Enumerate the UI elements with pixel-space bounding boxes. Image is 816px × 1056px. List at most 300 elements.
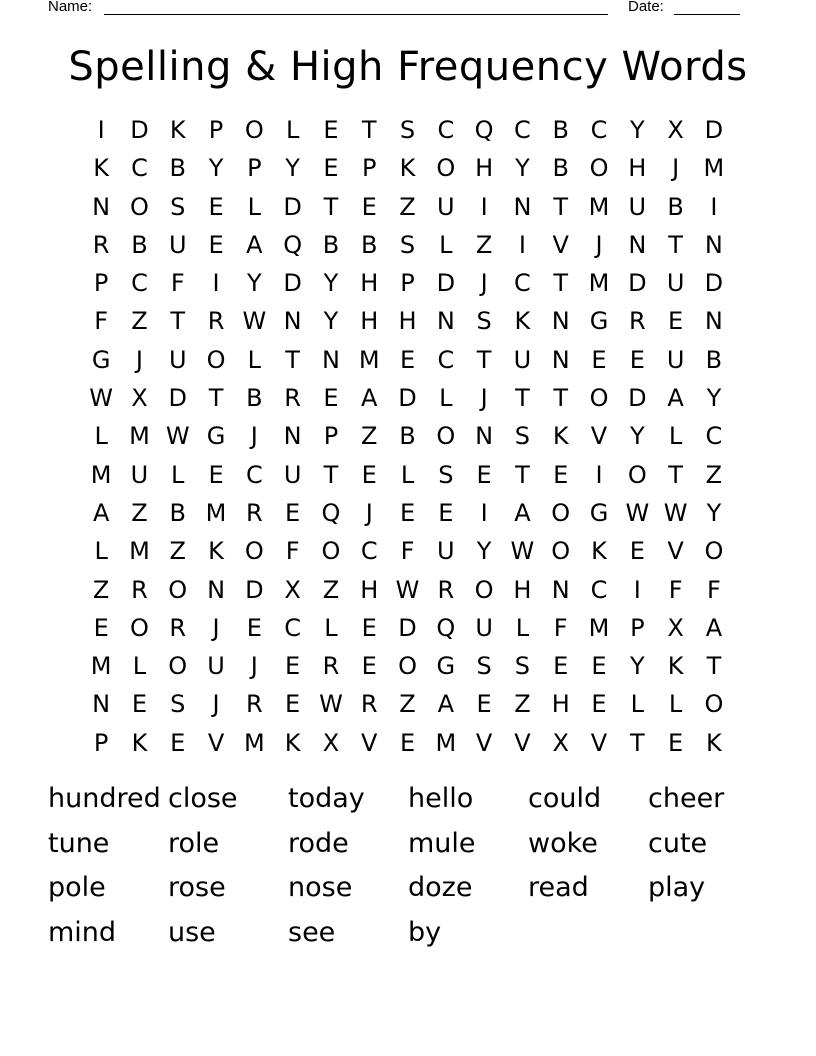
grid-letter: Z [92, 575, 110, 604]
grid-letter: U [168, 345, 187, 374]
grid-letter: H [551, 690, 570, 719]
grid-letter: C [514, 116, 531, 144]
grid-letter: E [438, 498, 454, 527]
grid-letter: O [244, 537, 264, 566]
grid-letter: B [169, 154, 186, 183]
grid-letter: J [212, 613, 220, 642]
grid-letter: J [672, 154, 680, 183]
grid-letter: S [170, 192, 186, 221]
grid-letter: S [514, 422, 531, 451]
grid-letter: A [246, 230, 263, 259]
grid-letter: Z [361, 422, 378, 451]
grid-letter: G [436, 652, 456, 681]
grid-letter: E [208, 460, 224, 489]
word-bank-item: hundred [48, 783, 161, 814]
grid-letter: L [285, 116, 300, 144]
grid-letter: H [360, 575, 379, 604]
word-bank-item: today [288, 783, 365, 814]
grid-letter: Y [629, 652, 645, 681]
grid-letter: R [92, 230, 110, 259]
grid-letter: O [398, 652, 417, 681]
grid-letter: M [435, 728, 457, 757]
grid-letter: S [438, 460, 454, 489]
grid-letter: M [588, 192, 610, 221]
grid-letter: Z [514, 690, 531, 719]
grid-letter: U [475, 613, 493, 642]
grid-letter: O [130, 192, 149, 221]
grid-letter: L [324, 613, 338, 642]
grid-letter: Z [705, 460, 723, 489]
grid-letter: J [135, 345, 143, 374]
grid-letter: R [322, 652, 340, 681]
letter-grid [82, 111, 733, 762]
grid-letter: I [97, 116, 105, 144]
grid-letter: O [244, 116, 264, 144]
grid-letter: O [436, 422, 456, 451]
grid-letter: M [90, 652, 112, 681]
grid-letter: E [668, 728, 684, 757]
grid-letter: G [206, 422, 226, 451]
grid-letter: D [130, 116, 149, 144]
grid-letter: W [165, 422, 190, 451]
grid-letter: W [663, 498, 688, 527]
grid-letter: A [667, 384, 684, 413]
grid-letter: I [595, 460, 603, 489]
grid-letter: O [704, 690, 724, 719]
grid-letter: H [360, 269, 379, 298]
grid-letter: I [212, 269, 220, 298]
grid-letter: B [705, 345, 723, 374]
grid-letter: L [400, 460, 415, 489]
grid-letter: W [242, 307, 267, 336]
grid-letter: E [476, 690, 492, 719]
grid-letter: O [321, 537, 341, 566]
date-line [674, 14, 740, 15]
grid-letter: D [283, 269, 302, 298]
word-bank-item: cute [648, 827, 708, 859]
grid-letter: R [284, 384, 301, 413]
grid-letter: E [361, 460, 377, 489]
grid-letter: O [168, 575, 188, 604]
grid-letter: W [395, 575, 420, 604]
grid-letter: U [437, 537, 455, 566]
grid-letter: N [475, 422, 494, 451]
grid-letter: J [250, 652, 258, 681]
grid-letter: U [628, 192, 647, 221]
grid-letter: T [629, 728, 645, 757]
grid-letter: C [360, 537, 378, 566]
grid-letter: E [323, 154, 339, 183]
grid-letter: B [322, 230, 340, 259]
grid-letter: T [515, 460, 530, 489]
grid-row [82, 302, 733, 340]
grid-letter: T [208, 384, 224, 413]
word-bank-item: use [168, 917, 216, 949]
grid-letter: L [247, 345, 262, 374]
word-bank-item: hello [408, 783, 474, 814]
word-bank-item: rose [168, 872, 226, 904]
grid-letter: C [245, 460, 263, 489]
grid-letter: N [704, 230, 723, 259]
page-title: Spelling & High Frequency Words [68, 44, 748, 90]
grid-letter: N [513, 192, 532, 221]
grid-letter: L [94, 422, 108, 451]
grid-letter: C [590, 116, 608, 144]
grid-letter: R [245, 690, 263, 719]
grid-letter: X [552, 728, 569, 757]
grid-letter: F [553, 613, 568, 642]
date-label: Date: [628, 0, 664, 15]
grid-letter: N [628, 230, 647, 259]
grid-letter: L [94, 537, 108, 566]
grid-letter: O [551, 537, 571, 566]
grid-letter: Z [131, 307, 148, 336]
grid-letter: J [480, 269, 488, 298]
grid-row [82, 149, 733, 187]
grid-letter: U [168, 230, 187, 259]
grid-letter: T [323, 192, 339, 221]
grid-letter: Z [475, 230, 493, 259]
word-bank-item: pole [48, 872, 106, 904]
grid-row [82, 264, 733, 302]
word-bank-item: rode [288, 827, 349, 859]
grid-letter: K [706, 728, 722, 757]
grid-letter: B [246, 384, 263, 413]
grid-letter: L [439, 384, 453, 413]
grid-letter: A [705, 613, 723, 642]
grid-letter: L [247, 192, 262, 221]
grid-letter: T [361, 116, 377, 144]
grid-letter: C [590, 575, 608, 604]
grid-letter: M [129, 422, 150, 451]
word-bank-item: nose [288, 872, 353, 904]
grid-letter: L [668, 690, 683, 719]
grid-row [82, 111, 733, 149]
grid-letter: X [667, 116, 684, 144]
grid-letter: U [666, 345, 685, 374]
grid-letter: O [168, 652, 188, 681]
grid-letter: N [92, 192, 111, 221]
grid-letter: P [323, 422, 339, 451]
grid-letter: C [705, 422, 723, 451]
grid-letter: E [361, 613, 377, 642]
grid-letter: E [285, 690, 301, 719]
grid-row [82, 417, 733, 455]
grid-letter: T [285, 345, 300, 374]
grid-letter: M [358, 345, 380, 374]
grid-letter: X [284, 575, 301, 604]
grid-letter: S [170, 690, 186, 719]
grid-letter: T [515, 384, 530, 413]
grid-letter: D [704, 269, 724, 298]
grid-row [82, 571, 733, 609]
grid-letter: Y [247, 269, 262, 298]
grid-letter: B [552, 154, 569, 183]
grid-letter: Y [208, 154, 224, 183]
grid-letter: E [399, 728, 416, 757]
grid-letter: W [510, 537, 535, 566]
grid-letter: C [437, 116, 455, 144]
grid-letter: D [283, 192, 302, 221]
grid-letter: H [475, 154, 494, 183]
word-bank-item: close [168, 783, 238, 814]
grid-letter: S [399, 230, 416, 259]
grid-letter: N [283, 307, 302, 336]
grid-letter: L [171, 460, 185, 489]
grid-letter: J [595, 230, 603, 259]
grid-letter: W [89, 384, 114, 413]
grid-letter: Y [285, 154, 300, 183]
grid-letter: E [629, 537, 645, 566]
grid-letter: E [285, 498, 301, 527]
grid-letter: K [93, 154, 110, 183]
grid-letter: E [553, 652, 569, 681]
grid-letter: G [91, 345, 111, 374]
grid-letter: E [361, 652, 377, 681]
grid-letter: V [207, 728, 225, 757]
grid-letter: O [206, 345, 226, 374]
grid-letter: Q [283, 230, 303, 259]
grid-letter: Y [629, 422, 645, 451]
grid-letter: L [668, 422, 683, 451]
grid-letter: T [553, 384, 569, 413]
grid-letter: N [283, 422, 302, 451]
grid-letter: Z [131, 498, 148, 527]
grid-letter: R [360, 690, 378, 719]
grid-letter: S [476, 307, 492, 336]
grid-letter: D [436, 269, 456, 298]
grid-letter: L [630, 690, 644, 719]
grid-letter: B [131, 230, 148, 259]
grid-letter: E [591, 345, 607, 374]
grid-letter: X [131, 384, 148, 413]
grid-letter: H [398, 307, 417, 336]
grid-letter: O [704, 537, 724, 566]
grid-letter: U [130, 460, 149, 489]
grid-letter: F [706, 575, 721, 604]
word-bank-item: mule [408, 827, 476, 859]
grid-letter: E [93, 613, 109, 642]
grid-letter: E [399, 345, 416, 374]
grid-letter: V [590, 422, 608, 451]
grid-letter: E [131, 690, 148, 719]
grid-letter: D [168, 384, 187, 413]
grid-letter: Q [474, 116, 494, 144]
grid-letter: Z [399, 192, 416, 221]
grid-letter: T [170, 307, 186, 336]
grid-letter: Y [515, 154, 530, 183]
grid-letter: E [208, 230, 224, 259]
grid-row [82, 609, 733, 647]
grid-letter: E [668, 307, 684, 336]
grid-letter: V [514, 728, 531, 757]
grid-letter: O [130, 613, 149, 642]
grid-letter: D [245, 575, 264, 604]
grid-letter: E [591, 690, 607, 719]
grid-letter: E [476, 460, 492, 489]
grid-letter: L [132, 652, 147, 681]
grid-letter: E [323, 384, 339, 413]
grid-letter: A [361, 384, 378, 413]
grid-letter: J [365, 498, 373, 527]
word-bank-item: doze [408, 872, 473, 904]
grid-letter: R [245, 498, 263, 527]
grid-letter: E [399, 498, 416, 527]
grid-letter: V [361, 728, 378, 757]
grid-letter: X [667, 613, 684, 642]
grid-letter: H [360, 307, 379, 336]
worksheet-header [48, 0, 748, 20]
grid-letter: N [551, 307, 570, 336]
grid-row [82, 379, 733, 417]
grid-letter: H [513, 575, 532, 604]
grid-letter: E [246, 613, 262, 642]
grid-letter: I [480, 192, 488, 221]
word-bank-item: tune [48, 827, 110, 859]
grid-letter: L [439, 230, 453, 259]
grid-letter: E [361, 192, 377, 221]
grid-letter: W [625, 498, 650, 527]
grid-letter: K [514, 307, 531, 336]
grid-letter: P [361, 154, 377, 183]
grid-letter: I [710, 192, 718, 221]
name-label: Name: [48, 0, 93, 15]
grid-letter: B [552, 116, 569, 144]
grid-letter: L [515, 613, 530, 642]
grid-letter: O [589, 154, 609, 183]
grid-letter: K [169, 116, 186, 144]
grid-letter: K [399, 154, 416, 183]
grid-letter: R [207, 307, 225, 336]
grid-letter: F [668, 575, 683, 604]
grid-row [82, 532, 733, 570]
grid-letter: N [321, 345, 340, 374]
grid-letter: P [400, 269, 415, 298]
grid-letter: N [436, 307, 455, 336]
grid-letter: O [627, 460, 647, 489]
grid-letter: K [667, 652, 684, 681]
grid-letter: Y [323, 269, 339, 298]
grid-letter: O [436, 154, 456, 183]
grid-letter: E [208, 192, 224, 221]
grid-letter: B [667, 192, 684, 221]
word-bank-item: cheer [648, 783, 725, 814]
grid-letter: Z [322, 575, 340, 604]
grid-letter: J [250, 422, 258, 451]
grid-letter: Z [169, 537, 186, 566]
grid-row [82, 188, 733, 226]
grid-letter: S [399, 116, 416, 144]
grid-letter: Y [706, 498, 722, 527]
grid-letter: S [514, 652, 531, 681]
grid-letter: M [243, 728, 265, 757]
grid-letter: U [437, 192, 455, 221]
grid-letter: N [92, 690, 111, 719]
word-bank-item: play [648, 872, 706, 904]
word-bank [48, 777, 768, 956]
grid-letter: N [551, 575, 570, 604]
grid-letter: O [551, 498, 571, 527]
grid-letter: D [398, 613, 417, 642]
grid-letter: D [628, 269, 647, 298]
grid-letter: P [93, 728, 109, 757]
grid-letter: U [207, 652, 225, 681]
grid-letter: M [205, 498, 227, 527]
grid-letter: T [323, 460, 339, 489]
grid-letter: Y [706, 384, 722, 413]
grid-letter: P [247, 154, 262, 183]
grid-letter: G [589, 498, 609, 527]
grid-letter: P [93, 269, 109, 298]
grid-letter: G [589, 307, 609, 336]
grid-letter: O [589, 384, 609, 413]
grid-letter: U [513, 345, 532, 374]
word-bank-item: role [168, 827, 220, 859]
grid-letter: E [285, 652, 301, 681]
grid-letter: T [668, 460, 683, 489]
grid-letter: Z [399, 690, 416, 719]
grid-letter: E [553, 460, 569, 489]
grid-letter: N [551, 345, 570, 374]
name-line [104, 14, 608, 15]
grid-letter: T [668, 230, 683, 259]
grid-row [82, 724, 733, 762]
grid-row [82, 341, 733, 379]
grid-letter: F [94, 307, 109, 336]
grid-letter: A [92, 498, 110, 527]
grid-letter: C [437, 345, 455, 374]
grid-letter: I [518, 230, 526, 259]
grid-letter: X [322, 728, 340, 757]
grid-letter: B [399, 422, 416, 451]
grid-letter: T [706, 652, 722, 681]
grid-letter: K [284, 728, 301, 757]
grid-letter: O [474, 575, 494, 604]
grid-letter: W [319, 690, 343, 719]
grid-row [82, 494, 733, 532]
grid-letter: I [480, 498, 488, 527]
grid-letter: R [131, 575, 148, 604]
grid-letter: D [704, 116, 724, 144]
grid-letter: N [207, 575, 226, 604]
grid-letter: K [131, 728, 148, 757]
grid-letter: M [703, 154, 725, 183]
grid-letter: D [628, 384, 647, 413]
grid-letter: D [398, 384, 417, 413]
grid-letter: Y [629, 116, 645, 144]
grid-letter: V [667, 537, 684, 566]
word-bank-item: read [528, 872, 589, 904]
grid-row [82, 456, 733, 494]
grid-letter: Y [323, 307, 339, 336]
grid-letter: F [285, 537, 300, 566]
grid-letter: F [400, 537, 415, 566]
grid-letter: T [553, 269, 569, 298]
grid-letter: I [633, 575, 641, 604]
grid-row [82, 685, 733, 723]
grid-letter: K [591, 537, 607, 566]
grid-letter: R [628, 307, 646, 336]
grid-letter: K [208, 537, 224, 566]
grid-letter: E [591, 652, 607, 681]
grid-letter: S [476, 652, 492, 681]
grid-letter: Q [436, 613, 456, 642]
grid-letter: P [630, 613, 645, 642]
grid-letter: N [704, 307, 723, 336]
grid-letter: A [437, 690, 455, 719]
grid-letter: R [169, 613, 187, 642]
grid-row [82, 226, 733, 264]
